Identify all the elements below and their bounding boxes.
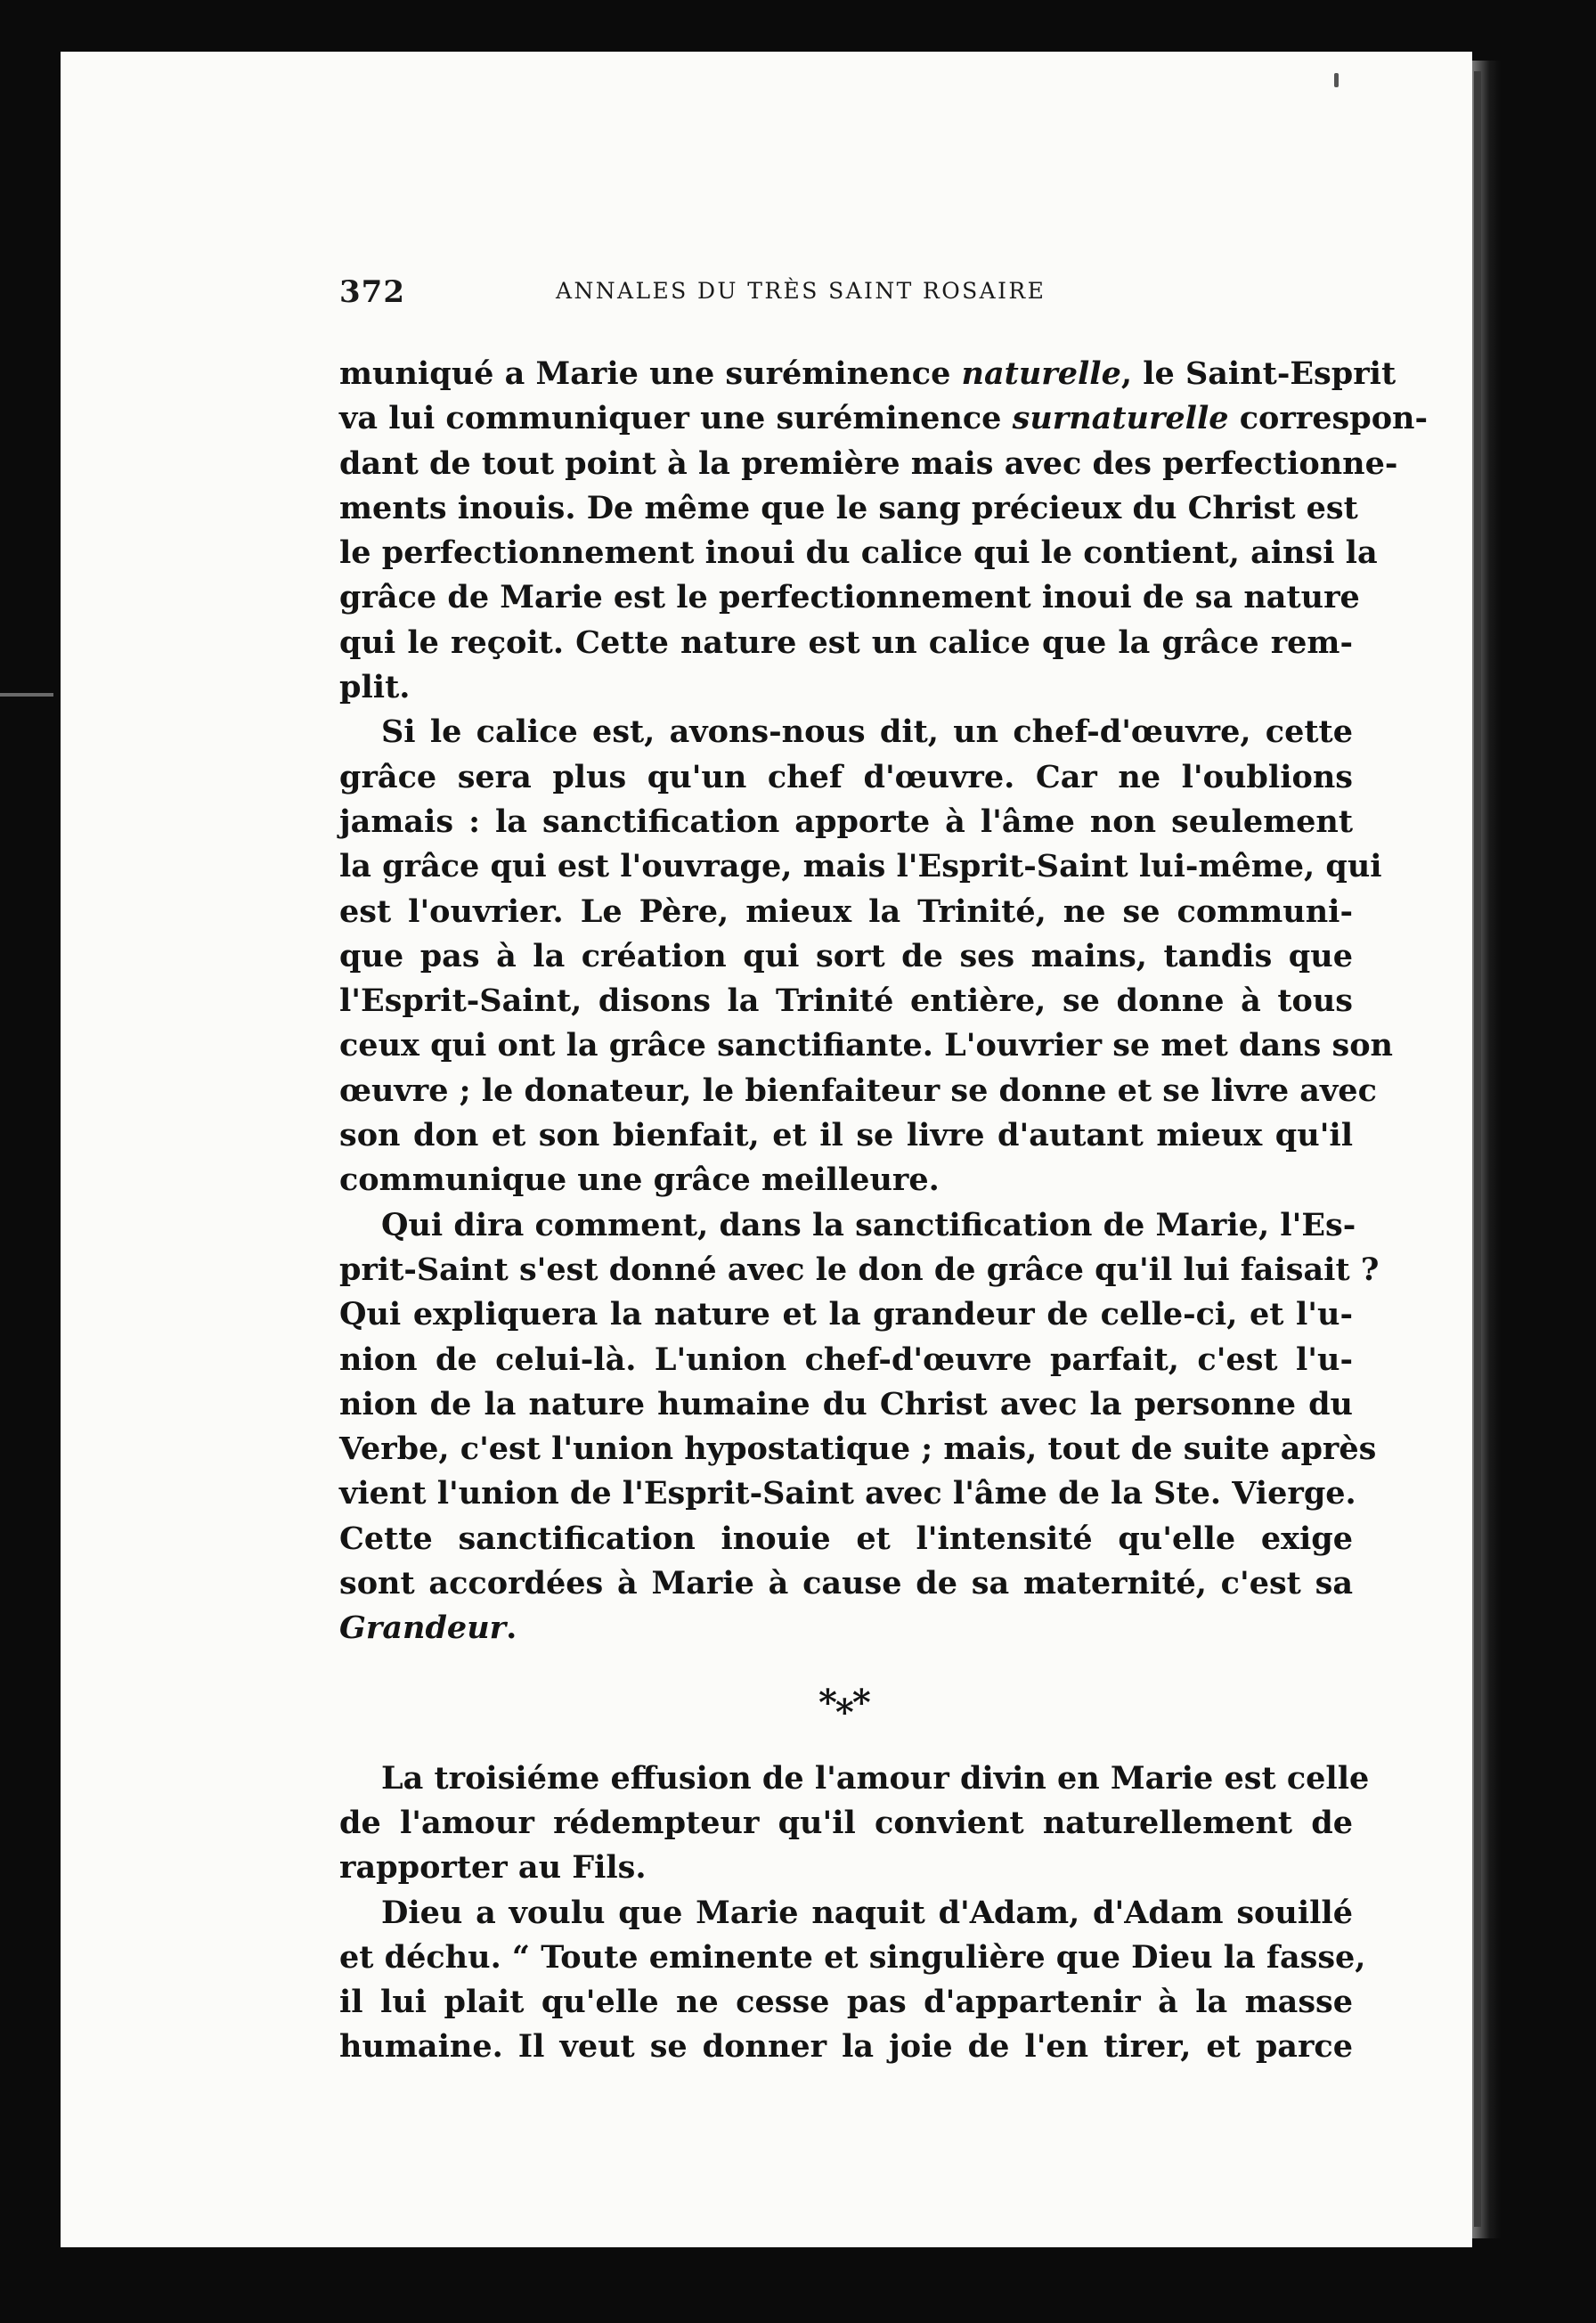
text-span: grâce de Marie est le perfectionnement inoui de sa nature — [339, 579, 1360, 616]
text-span: rapporter au Fils. — [339, 1849, 647, 1887]
text-span: dant de tout point à la première mais avec des perfectionne- — [339, 444, 1398, 482]
text-span: sont accordées à Marie à cause de sa maternité, c'est sa — [339, 1565, 1353, 1602]
text-line — [339, 1158, 1353, 1202]
text-span: que pas à la création qui sort de ses mains, tandis que — [339, 937, 1353, 974]
text-span: Si le calice est, avons-nous dit, un chef-d'œuvre, cette — [381, 713, 1353, 751]
text-line — [339, 486, 1358, 531]
text-line — [339, 800, 1353, 844]
text-span: , le Saint-Esprit — [1120, 355, 1396, 392]
text-line — [339, 1471, 1356, 1516]
text-line — [339, 1606, 1353, 1651]
text-line — [339, 1382, 1353, 1427]
text-line — [339, 2025, 1353, 2069]
italic-text: surnaturelle — [1012, 400, 1229, 437]
text-span: son don et son bienfait, et il se livre d'autant mieux qu'il — [339, 1117, 1353, 1154]
text-line — [339, 979, 1353, 1023]
text-line — [339, 1757, 1370, 1801]
text-span: muniqué a Marie une suréminence — [339, 355, 962, 392]
page-number: 372 — [339, 274, 405, 310]
text-span: Qui dira comment, dans la sanctification de Marie, l'Es- — [381, 1206, 1356, 1243]
text-span: correspon- — [1228, 400, 1429, 437]
text-span: nion de la nature humaine du Christ avec la personne du — [339, 1385, 1353, 1422]
text-line — [339, 1846, 1353, 1890]
text-span: nion de celui-là. L'union chef-d'œuvre parfait, c'est l'u- — [339, 1341, 1353, 1378]
text-line — [339, 1248, 1380, 1292]
text-span: de l'amour rédempteur qu'il convient naturellement de — [339, 1804, 1353, 1841]
text-line — [339, 1561, 1353, 1606]
text-line — [339, 710, 1353, 754]
text-span: qui le reçoit. Cette nature est un calice que la grâce rem- — [339, 624, 1353, 661]
text-span: le perfectionnement inoui du calice qui le contient, ainsi la — [339, 534, 1378, 572]
text-span: Qui expliquera la nature et la grandeur de celle-ci, et l'u- — [339, 1296, 1353, 1333]
text-span: vient l'union de l'Esprit-Saint avec l'âme de la Ste. Vierge. — [339, 1475, 1356, 1512]
text-line — [339, 1023, 1393, 1068]
text-span: la grâce qui est l'ouvrage, mais l'Esprit-Saint lui-même, qui — [339, 848, 1382, 885]
text-span: plit. — [339, 669, 411, 706]
italic-text: Grandeur — [339, 1610, 507, 1647]
text-span: Cette sanctification inouie et l'intensité qu'elle exige — [339, 1520, 1353, 1557]
text-line — [339, 1292, 1353, 1337]
text-span: ceux qui ont la grâce sanctifiante. L'ouvrier se met dans son — [339, 1027, 1393, 1064]
text-line — [339, 442, 1398, 486]
text-span: il lui plait qu'elle ne cesse pas d'appartenir à la masse — [339, 1984, 1353, 2021]
text-span: Dieu a voulu que Marie naquit d'Adam, d'Adam souillé — [381, 1894, 1353, 1931]
text-span: l'Esprit-Saint, disons la Trinité entière, se donne à tous — [339, 982, 1353, 1020]
text-line — [339, 621, 1353, 665]
text-span: humaine. Il veut se donner la joie de l'en tirer, et parce — [339, 2028, 1353, 2066]
text-span: est l'ouvrier. Le Père, mieux la Trinité, ne se communi- — [339, 893, 1353, 930]
text-line — [339, 575, 1360, 620]
text-span: œuvre ; le donateur, le bienfaiteur se donne et se livre avec — [339, 1072, 1377, 1109]
text-span: Verbe, c'est l'union hypostatique ; mais, tout de suite après — [339, 1430, 1377, 1468]
text-span: communique une grâce meilleure. — [339, 1162, 940, 1199]
adjacent-page-edge — [1474, 71, 1481, 2227]
text-line — [339, 1113, 1353, 1158]
scan-speck — [1334, 73, 1339, 87]
text-line — [339, 1338, 1353, 1382]
text-line — [339, 1980, 1353, 2025]
text-line — [339, 665, 1353, 710]
text-line — [339, 1203, 1356, 1248]
text-line — [339, 1936, 1366, 1980]
body-text — [339, 352, 1429, 2070]
page-header — [339, 274, 1132, 319]
text-line — [339, 1801, 1353, 1846]
text-span: va lui communiquer une suréminence — [339, 400, 1013, 437]
text-line — [339, 352, 1396, 396]
text-span: jamais : la sanctification apporte à l'âme non seulement — [339, 803, 1353, 840]
text-line — [339, 396, 1429, 441]
text-line — [339, 1427, 1377, 1471]
text-line — [339, 755, 1353, 800]
text-span: grâce sera plus qu'un chef d'œuvre. Car ne l'oublions — [339, 758, 1353, 795]
text-span: et déchu. “ Toute eminente et singulière que Dieu la fasse, — [339, 1938, 1366, 1976]
text-span: . — [506, 1610, 517, 1647]
section-ornament — [339, 1651, 1353, 1757]
text-line — [339, 1069, 1377, 1113]
text-line — [339, 844, 1382, 889]
running-title: ANNALES DU TRÈS SAINT ROSAIRE — [556, 278, 1046, 304]
text-span: ments inouis. De même que le sang précieux du Christ est — [339, 489, 1358, 526]
text-line — [339, 934, 1353, 979]
text-line — [339, 1517, 1353, 1561]
scan-margin-mark — [0, 693, 53, 697]
text-line — [339, 1891, 1353, 1936]
text-span: La troisiéme effusion de l'amour divin en Marie est celle — [381, 1759, 1370, 1797]
text-span: prit-Saint s'est donné avec le don de grâce qu'il lui faisait ? — [339, 1251, 1380, 1288]
italic-text: naturelle — [961, 355, 1121, 392]
asterism: *⁎* — [818, 1681, 869, 1724]
text-line — [339, 890, 1353, 934]
text-line — [339, 531, 1378, 575]
